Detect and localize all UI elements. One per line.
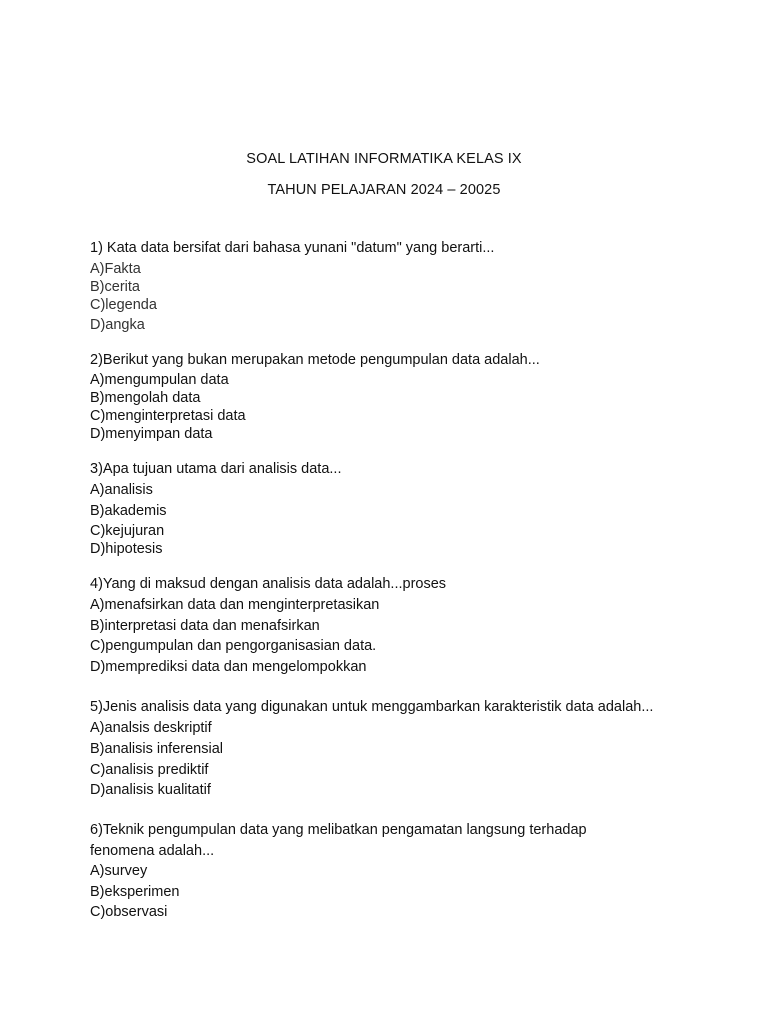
question-6-option-c: C)observasi xyxy=(90,904,168,920)
question-4-option-b: B)interpretasi data dan menafsirkan xyxy=(90,618,320,634)
question-4-text: 4)Yang di maksud dengan analisis data adalah...proses xyxy=(90,576,447,592)
question-2-option-c: C)menginterpretasi data xyxy=(90,408,246,424)
question-5-option-c: C)analisis prediktif xyxy=(90,762,209,778)
question-5-option-d: D)analisis kualitatif xyxy=(90,782,211,798)
question-1-option-d: D)angka xyxy=(90,317,145,333)
question-2-text: 2)Berikut yang bukan merupakan metode pengumpulan data adalah... xyxy=(90,352,540,368)
question-6-text-line1: 6)Teknik pengumpulan data yang melibatkan pengamatan langsung terhadap xyxy=(90,822,587,838)
question-2-option-b: B)mengolah data xyxy=(90,390,201,406)
question-6-text-line2: fenomena adalah... xyxy=(90,843,215,859)
question-1-option-a: A)Fakta xyxy=(90,261,141,277)
question-6-option-b: B)eksperimen xyxy=(90,884,180,900)
question-1-option-c: C)legenda xyxy=(90,297,157,313)
question-2-option-a: A)mengumpulan data xyxy=(90,372,229,388)
question-6-option-a: A)survey xyxy=(90,863,148,879)
document-title: SOAL LATIHAN INFORMATIKA KELAS IX xyxy=(246,151,522,167)
question-5-option-a: A)analsis deskriptif xyxy=(90,720,212,736)
question-2-option-d: D)menyimpan data xyxy=(90,426,213,442)
question-3-option-b: B)akademis xyxy=(90,503,167,519)
question-3-option-a: A)analisis xyxy=(90,482,153,498)
question-5-text: 5)Jenis analisis data yang digunakan untuk menggambarkan karakteristik data adalah... xyxy=(90,699,654,715)
document-subtitle: TAHUN PELAJARAN 2024 – 20025 xyxy=(267,182,501,198)
question-4-option-c: C)pengumpulan dan pengorganisasian data. xyxy=(90,638,377,654)
question-4-option-d: D)memprediksi data dan mengelompokkan xyxy=(90,659,367,675)
question-3-option-c: C)kejujuran xyxy=(90,523,165,539)
question-3-text: 3)Apa tujuan utama dari analisis data... xyxy=(90,461,342,477)
question-4-option-a: A)menafsirkan data dan menginterpretasikan xyxy=(90,597,380,613)
question-1-text: 1) Kata data bersifat dari bahasa yunani "datum" yang berarti... xyxy=(90,240,495,256)
question-3-option-d: D)hipotesis xyxy=(90,541,163,557)
question-1-option-b: B)cerita xyxy=(90,279,140,295)
question-5-option-b: B)analisis inferensial xyxy=(90,741,223,757)
